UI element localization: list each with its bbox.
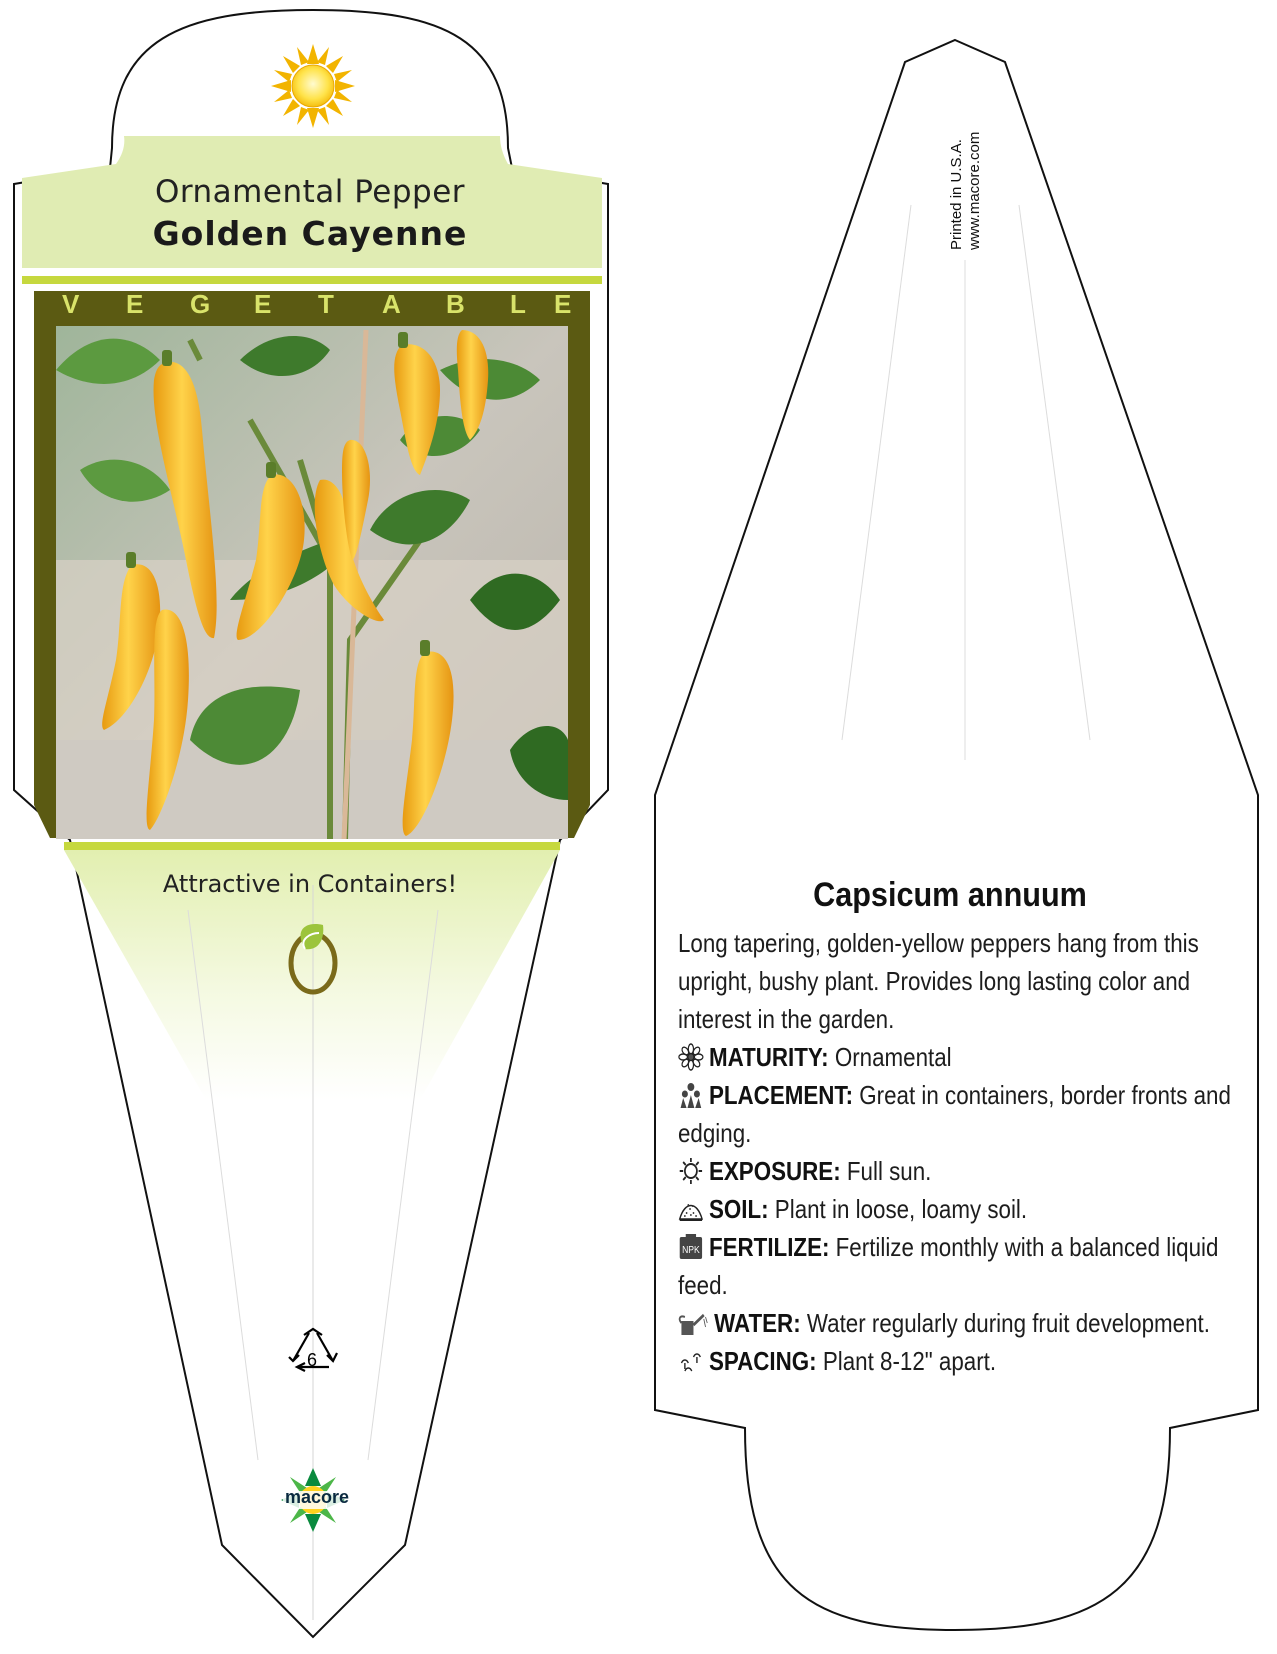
category-letter: A (382, 289, 401, 319)
printed-notice (945, 50, 985, 250)
recycle-code: 6 (306, 1350, 317, 1370)
category-letter: B (446, 289, 465, 319)
care-text: Great in containers, border fronts and edging. (678, 1080, 1231, 1148)
care-label: WATER: (714, 1308, 801, 1338)
pepper-photo (56, 326, 568, 840)
care-text: Ornamental (828, 1042, 952, 1072)
plants-icon (678, 1081, 704, 1109)
care-item-placement (678, 1076, 1237, 1152)
front-tagline: Attractive in Containers! (162, 870, 458, 898)
brand-name: macore (284, 1487, 350, 1507)
care-text: Plant 8-12" apart. (816, 1346, 997, 1376)
botanical-name: Capsicum annuum (813, 876, 1087, 914)
printed-line1: Printed in U.S.A. (948, 139, 965, 250)
care-text: Fertilize monthly with a balanced liquid feed. (678, 1232, 1219, 1300)
sun-outline-icon (678, 1157, 704, 1185)
category-letter: E (254, 289, 272, 319)
category-letter: V (62, 289, 80, 319)
front-title-line1: Ornamental Pepper (154, 174, 466, 210)
care-label: MATURITY: (708, 1042, 829, 1072)
care-item-spacing (678, 1342, 1237, 1380)
care-item-water (678, 1304, 1237, 1342)
category-letter: E (554, 289, 572, 319)
back-tag-outline (655, 40, 1258, 1630)
care-item-fertilize (678, 1228, 1237, 1304)
care-label: FERTILIZE: (708, 1232, 830, 1262)
care-label: EXPOSURE: (708, 1156, 841, 1186)
care-label: PLACEMENT: (708, 1080, 854, 1110)
category-letter: T (318, 289, 334, 319)
care-text: Water regularly during fruit development. (800, 1308, 1210, 1338)
care-text: Plant in loose, loamy soil. (768, 1194, 1028, 1224)
sun-icon (271, 44, 355, 128)
care-label: SPACING: (708, 1346, 817, 1376)
watering-can-icon (678, 1309, 709, 1337)
care-label: SOIL: (708, 1194, 769, 1224)
category-letter: L (510, 289, 526, 319)
category-letter: G (190, 289, 211, 319)
printed-line2: www.macore.com (966, 131, 983, 250)
care-info (678, 924, 1237, 1380)
header-divider (22, 276, 602, 284)
care-item-soil (678, 1190, 1237, 1228)
care-text: Full sun. (840, 1156, 932, 1186)
front-title-line2: Golden Cayenne (152, 214, 468, 253)
category-banner (34, 289, 570, 319)
care-item-maturity (678, 1038, 1237, 1076)
npk-icon (678, 1233, 704, 1261)
flower-icon (678, 1043, 704, 1071)
spacing-icon (678, 1347, 704, 1375)
care-item-exposure (678, 1152, 1237, 1190)
description: Long tapering, golden-yellow peppers hang from this upright, bushy plant. Provides long lasting color and interest in the garden. (678, 928, 1199, 1034)
svg-text:NPK: NPK (682, 1244, 700, 1256)
soil-icon (678, 1195, 704, 1223)
category-letter: E (126, 289, 144, 319)
